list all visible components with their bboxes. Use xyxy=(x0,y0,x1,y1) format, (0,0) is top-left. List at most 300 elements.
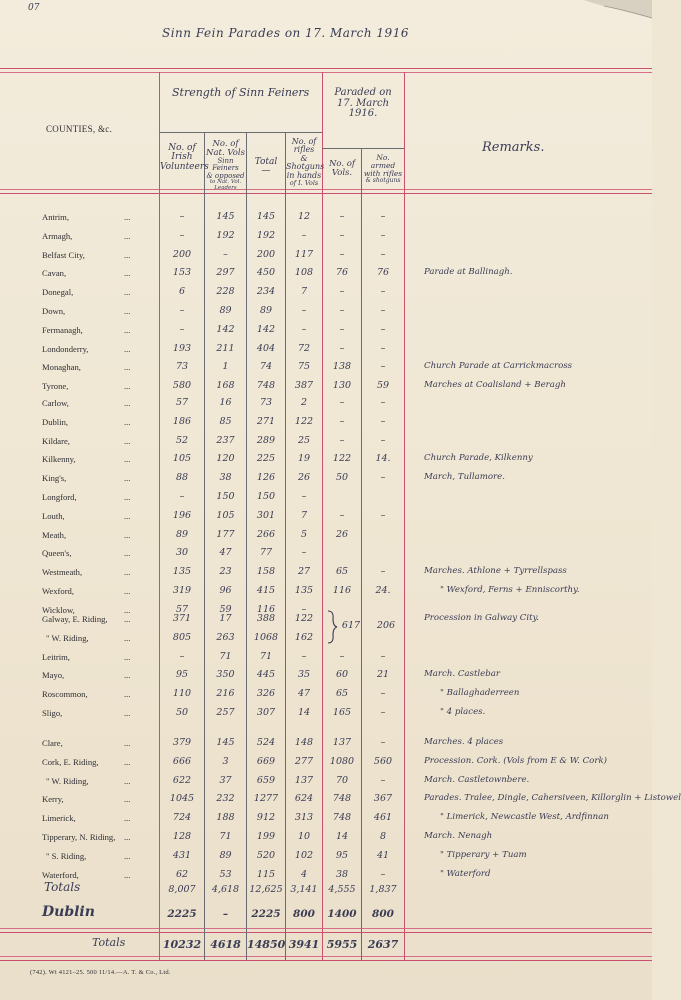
remarks-text: Procession. Cork. (Vols from E & W. Cork) xyxy=(424,755,608,766)
leader-dots: ... xyxy=(124,435,131,446)
cell-nv: 3 xyxy=(222,755,229,767)
cell-iv: 805 xyxy=(172,631,192,643)
hdr-text: in hands xyxy=(286,170,322,180)
cell-total: 271 xyxy=(256,415,276,427)
cell-nv: 257 xyxy=(216,707,235,718)
remarks-text: Church Parade, Kilkenny xyxy=(424,453,533,464)
cell-paraded: 122 xyxy=(332,453,352,465)
cell-paraded: 65 xyxy=(335,566,349,578)
county-name: Louth, xyxy=(42,510,65,521)
cell-rifles: 2 xyxy=(300,397,308,408)
remarks-text: March. Castletownbere. xyxy=(424,774,530,785)
cell-nv: 177 xyxy=(216,528,235,540)
county-name: Wexford, xyxy=(42,586,74,596)
grand-totals-iv: 10232 xyxy=(162,938,202,951)
cell-total: 115 xyxy=(256,868,276,880)
leader-dots: ... xyxy=(124,708,131,718)
cell-paraded: – xyxy=(339,248,345,260)
hdr-text: No. xyxy=(376,153,390,162)
cell-iv: 186 xyxy=(172,415,192,427)
cell-rifles: 117 xyxy=(294,248,314,260)
cell-armed: – xyxy=(380,688,386,700)
dublin-iv: 2225 xyxy=(167,908,197,920)
county-name: Carlow, xyxy=(42,398,69,408)
cell-paraded: 76 xyxy=(335,267,349,279)
leader-dots: ... xyxy=(124,473,131,484)
cell-paraded: 65 xyxy=(335,688,349,700)
cell-nv: 37 xyxy=(219,774,232,786)
cell-iv: 128 xyxy=(172,831,192,842)
cell-iv: 153 xyxy=(172,267,192,279)
cell-total: 307 xyxy=(256,707,276,718)
cell-nv: 228 xyxy=(216,286,235,298)
leader-dots: ... xyxy=(124,775,131,786)
cell-armed: – xyxy=(380,229,386,241)
cell-iv: – xyxy=(179,491,185,502)
cell-rifles: – xyxy=(301,603,307,615)
grand-totals-total: 14850 xyxy=(247,938,286,951)
grand-totals-armed: 2637 xyxy=(367,938,399,951)
top-rule xyxy=(0,68,652,69)
cell-total: 145 xyxy=(256,211,276,222)
cell-total: 1068 xyxy=(253,631,279,643)
county-name: Wicklow, xyxy=(42,604,75,615)
cell-total: 669 xyxy=(256,755,276,767)
cell-iv: 73 xyxy=(175,361,189,373)
leader-dots: ... xyxy=(124,670,131,681)
dublin-rifles: 800 xyxy=(293,908,315,920)
cell-paraded: 14 xyxy=(335,831,349,842)
leader-dots: ... xyxy=(124,813,131,824)
col-rule-remarks xyxy=(404,72,405,960)
cell-nv: 120 xyxy=(216,453,235,465)
cell-nv: 71 xyxy=(219,831,232,842)
remarks-text: March, Tullamore. xyxy=(424,472,505,483)
cell-armed: – xyxy=(380,707,386,718)
remarks-text: " Waterford xyxy=(440,868,491,879)
cell-iv: 622 xyxy=(172,774,192,786)
leader-dots: ... xyxy=(124,548,131,559)
totals-nv: 4,618 xyxy=(211,884,240,895)
hdr-text: No. of xyxy=(212,139,239,149)
cell-total: 116 xyxy=(256,603,276,615)
cell-iv: – xyxy=(179,650,185,662)
hdr-text: armed xyxy=(370,160,396,170)
cell-rifles: 35 xyxy=(297,669,311,681)
cell-rifles: 387 xyxy=(294,380,314,392)
cell-armed: 76 xyxy=(376,267,390,279)
cell-rifles: 162 xyxy=(294,631,314,643)
cell-armed: – xyxy=(380,397,386,408)
cell-total: 445 xyxy=(256,669,276,681)
cell-rifles: 25 xyxy=(297,434,311,446)
cell-total: 126 xyxy=(256,472,276,484)
cell-nv: 38 xyxy=(219,472,232,484)
remarks-text: March. Castlebar xyxy=(424,669,500,680)
cell-armed: – xyxy=(380,509,386,521)
galway-paraded: 617 xyxy=(341,620,361,631)
cell-iv: 196 xyxy=(172,509,192,521)
cell-iv: 724 xyxy=(172,812,192,824)
cell-rifles: 72 xyxy=(297,342,311,354)
dublin-nv: – xyxy=(222,908,229,920)
cell-armed: – xyxy=(380,650,386,662)
county-name: Fermanagh, xyxy=(42,324,83,335)
leader-dots: ... xyxy=(124,738,131,748)
counties-header: COUNTIES, &c. xyxy=(46,124,113,134)
cell-iv: 89 xyxy=(175,528,189,540)
remarks-text: Parades. Tralee, Dingle, Cahersiveen, Killorglin + Listowel xyxy=(424,793,681,804)
cell-paraded: – xyxy=(339,415,345,427)
cell-rifles: 75 xyxy=(297,361,311,373)
cell-iv: 57 xyxy=(175,397,189,408)
hdr-text: & shotguns xyxy=(365,176,401,184)
leader-dots: ... xyxy=(124,850,131,861)
cell-rifles: – xyxy=(301,229,307,241)
cell-total: 150 xyxy=(256,491,276,502)
cell-rifles: – xyxy=(301,547,307,559)
hdr-text: Volunteers xyxy=(160,161,209,172)
hdr-text: Nat. Vols xyxy=(206,147,245,158)
remarks-text: Marches. 4 places xyxy=(424,737,504,747)
cell-nv: 1 xyxy=(222,361,229,373)
dublin-paraded: 1400 xyxy=(327,908,357,920)
cell-iv: – xyxy=(179,305,185,316)
cell-nv: 168 xyxy=(216,380,235,392)
cell-paraded: – xyxy=(339,397,345,408)
cell-rifles: 277 xyxy=(294,755,314,767)
strength-underline xyxy=(159,132,322,133)
cell-iv: 62 xyxy=(175,868,189,880)
cell-iv: 30 xyxy=(175,547,189,559)
leader-dots: ... xyxy=(124,756,131,767)
cell-iv: 6 xyxy=(178,286,186,298)
bottom-rule xyxy=(0,956,652,957)
cell-rifles: 122 xyxy=(294,415,314,427)
county-name: Cavan, xyxy=(42,268,67,279)
cell-total: 200 xyxy=(256,248,276,260)
leader-dots: ... xyxy=(124,794,131,805)
cell-nv: 96 xyxy=(219,585,232,596)
cell-nv: 71 xyxy=(219,650,232,662)
county-name: Dublin, xyxy=(42,416,69,427)
cell-rifles: 47 xyxy=(297,688,311,700)
cell-iv: 193 xyxy=(172,342,192,354)
cell-iv: 666 xyxy=(172,755,192,767)
paraded-header-line-3: 1916. xyxy=(348,108,378,119)
cell-rifles: 148 xyxy=(294,737,314,748)
cell-rifles: 102 xyxy=(294,849,314,861)
leader-dots: ... xyxy=(124,567,131,578)
no-of-vols-header xyxy=(323,160,361,178)
cell-total: 77 xyxy=(259,547,273,559)
cell-nv: 85 xyxy=(219,415,232,427)
cell-armed: 24. xyxy=(375,585,391,596)
cell-armed: – xyxy=(380,737,386,748)
cell-total: 289 xyxy=(256,434,276,446)
cell-iv: 371 xyxy=(172,613,192,624)
county-name: Sligo, xyxy=(42,708,63,718)
cell-armed: – xyxy=(380,211,386,222)
remarks-text: Parade at Ballinagh. xyxy=(424,267,513,278)
cell-total: 450 xyxy=(256,267,276,279)
leader-dots: ... xyxy=(124,869,131,880)
cell-nv: 145 xyxy=(216,737,235,748)
cell-armed: 59 xyxy=(376,380,390,392)
cell-total: 266 xyxy=(256,528,276,540)
grand-totals-rifles: 3941 xyxy=(288,938,320,951)
cell-armed: – xyxy=(380,342,386,354)
cell-nv: 105 xyxy=(216,509,235,521)
cell-paraded: – xyxy=(339,323,345,335)
leader-dots: ... xyxy=(124,287,131,298)
leader-dots: ... xyxy=(124,529,131,540)
county-name: Kerry, xyxy=(42,794,64,805)
cell-paraded: – xyxy=(339,650,345,662)
cell-paraded: 70 xyxy=(335,774,349,786)
county-name: Mayo, xyxy=(42,670,65,681)
cell-rifles: 122 xyxy=(294,613,314,624)
cell-rifles: – xyxy=(301,491,307,502)
county-name: Cork, E. Riding, xyxy=(42,756,99,767)
cell-nv: – xyxy=(223,248,228,260)
hdr-text: Sinn Feiners xyxy=(212,156,239,173)
cell-rifles: 27 xyxy=(297,566,311,578)
leader-dots: ... xyxy=(124,268,131,279)
bottom-rule-2 xyxy=(0,960,652,961)
cell-armed: 14. xyxy=(375,453,391,465)
cell-iv: 105 xyxy=(172,453,192,465)
no-armed-header xyxy=(362,154,404,184)
cell-paraded: 130 xyxy=(332,380,352,392)
hdr-text: with rifles xyxy=(363,168,403,178)
cell-armed: – xyxy=(380,286,386,298)
cell-total: 301 xyxy=(256,509,276,521)
county-name: Limerick, xyxy=(42,813,76,824)
cell-paraded: – xyxy=(339,434,345,446)
cell-armed: 367 xyxy=(373,793,393,805)
county-name: Londonderry, xyxy=(42,343,89,354)
leader-dots: ... xyxy=(124,832,131,842)
remarks-text: " Tipperary + Tuam xyxy=(440,849,527,860)
cell-paraded: 138 xyxy=(332,361,352,373)
leader-dots: ... xyxy=(124,362,131,373)
leader-dots: ... xyxy=(124,416,131,427)
hdr-text: rifles xyxy=(293,145,315,155)
county-name: Longford, xyxy=(42,492,77,502)
county-name: Kilkenny, xyxy=(42,454,76,465)
totals-armed: 1,837 xyxy=(369,884,397,895)
leader-dots: ... xyxy=(124,689,131,700)
cell-nv: 47 xyxy=(219,547,232,559)
dublin-armed: 800 xyxy=(372,908,394,920)
hdr-text: Irish xyxy=(171,152,193,163)
cell-total: 388 xyxy=(256,613,276,624)
county-name: Armagh, xyxy=(42,230,73,241)
county-name: Belfast City, xyxy=(42,249,85,260)
hdr-text: & xyxy=(300,153,308,163)
county-name: " W. Riding, xyxy=(46,632,89,643)
dublin-total: 2225 xyxy=(251,908,281,920)
county-name: Donegal, xyxy=(42,287,74,298)
cell-nv: 145 xyxy=(216,211,235,222)
cell-iv: 319 xyxy=(172,585,192,596)
totals-paraded: 4,555 xyxy=(328,884,356,895)
leader-dots: ... xyxy=(124,212,131,222)
paraded-header xyxy=(322,88,404,120)
cell-nv: 216 xyxy=(216,688,235,700)
cell-iv: – xyxy=(179,323,185,335)
grand-totals-paraded: 5955 xyxy=(326,938,358,951)
page-mark: 07 xyxy=(28,3,40,13)
cell-paraded: – xyxy=(339,211,345,222)
totals-rule-2 xyxy=(0,932,652,933)
cell-armed: – xyxy=(380,472,386,484)
cell-total: 404 xyxy=(256,342,276,354)
cell-rifles: 7 xyxy=(300,286,308,298)
leader-dots: ... xyxy=(124,614,131,624)
cell-nv: 53 xyxy=(219,868,232,880)
cell-total: 415 xyxy=(256,585,276,596)
paraded-header-line-1: Paraded on xyxy=(334,87,392,98)
cell-rifles: 108 xyxy=(294,267,314,279)
cell-total: 71 xyxy=(259,650,273,662)
leader-dots: ... xyxy=(124,586,131,596)
cell-total: 1277 xyxy=(253,793,279,805)
cell-nv: 23 xyxy=(219,566,232,578)
leader-dots: ... xyxy=(124,454,131,465)
remarks-text: Church Parade at Carrickmacross xyxy=(424,361,573,372)
cell-armed: 41 xyxy=(376,849,390,861)
cell-rifles: 7 xyxy=(300,509,308,521)
cell-nv: 237 xyxy=(216,434,235,446)
cell-paraded: – xyxy=(339,342,345,354)
cell-iv: 200 xyxy=(172,248,192,260)
cell-paraded: 26 xyxy=(335,528,349,540)
remarks-text: " Ballaghaderreen xyxy=(440,688,520,699)
cell-paraded: 137 xyxy=(332,737,352,748)
cell-armed: – xyxy=(380,566,386,578)
cell-total: 199 xyxy=(256,831,276,842)
printer-imprint: (742). Wt 4121–25. 500 11/14.—A. T. & Co., Ltd. xyxy=(30,969,171,976)
remarks-header: Remarks. xyxy=(482,140,545,155)
cell-paraded: 50 xyxy=(335,472,349,484)
cell-nv: 89 xyxy=(219,849,232,861)
galway-armed: 206 xyxy=(376,620,396,631)
cell-rifles: 5 xyxy=(300,528,308,540)
leader-dots: ... xyxy=(124,306,131,316)
cell-total: 912 xyxy=(256,812,276,824)
cell-armed: – xyxy=(380,774,386,786)
cell-rifles: 19 xyxy=(297,453,311,465)
hdr-text: Shotguns xyxy=(286,162,325,172)
leader-dots: ... xyxy=(124,343,131,354)
hdr-text: — xyxy=(261,166,271,177)
cell-armed: – xyxy=(380,361,386,373)
cell-paraded: 38 xyxy=(335,868,349,880)
cell-iv: 52 xyxy=(175,434,189,446)
leader-dots: ... xyxy=(124,381,131,392)
cell-iv: 50 xyxy=(175,707,189,718)
cell-rifles: 313 xyxy=(294,812,314,824)
cell-total: 158 xyxy=(256,566,276,578)
cell-rifles: 137 xyxy=(294,774,314,786)
rifles-header xyxy=(286,137,325,187)
cell-total: 73 xyxy=(259,397,273,408)
county-name: Waterford, xyxy=(42,869,79,880)
paraded-header-line-2: 17. March xyxy=(336,97,390,109)
remarks-text: " 4 places. xyxy=(440,707,486,717)
cell-total: 520 xyxy=(256,849,276,861)
cell-nv: 297 xyxy=(216,267,235,279)
cell-armed: – xyxy=(380,323,386,335)
dublin-label: Dublin xyxy=(42,904,95,920)
grand-totals-nv: 4618 xyxy=(210,938,241,951)
cell-armed: – xyxy=(380,868,386,880)
cell-armed: 8 xyxy=(379,831,387,842)
county-name: King's, xyxy=(42,473,67,484)
hdr-text: of I. Vols xyxy=(289,178,319,187)
cell-paraded: 748 xyxy=(332,812,352,824)
totals-iv: 8,007 xyxy=(168,884,196,895)
cell-rifles: – xyxy=(301,650,307,662)
cell-total: 524 xyxy=(256,737,276,748)
cell-rifles: 4 xyxy=(300,868,308,880)
county-name: Roscommon, xyxy=(42,689,88,700)
header-rule xyxy=(0,189,652,190)
leader-dots: ... xyxy=(124,604,131,615)
hdr-text: & opposed xyxy=(206,171,245,180)
cell-paraded: 165 xyxy=(332,707,352,718)
cell-armed: 21 xyxy=(376,669,390,681)
leader-dots: ... xyxy=(124,510,131,521)
county-name: Monaghan, xyxy=(42,362,81,373)
county-name: Tyrone, xyxy=(42,381,69,392)
top-rule-2 xyxy=(0,72,652,73)
grand-totals-label: Totals xyxy=(92,936,126,949)
cell-iv: 135 xyxy=(172,566,192,578)
cell-rifles: – xyxy=(301,305,307,316)
page-curl xyxy=(584,0,652,18)
cell-armed: 461 xyxy=(373,812,393,824)
cell-nv: 89 xyxy=(219,305,232,316)
cell-nv: 211 xyxy=(216,342,235,354)
cell-paraded: 95 xyxy=(335,849,349,861)
cell-rifles: 14 xyxy=(297,707,311,718)
remarks-text: Procession in Galway City. xyxy=(424,613,540,623)
cell-paraded: 1080 xyxy=(329,755,355,767)
cell-total: 74 xyxy=(259,361,273,373)
county-name: Antrim, xyxy=(42,212,69,222)
totals-label: Totals xyxy=(44,880,81,894)
county-name: " W. Riding, xyxy=(46,775,89,786)
leader-dots: ... xyxy=(124,230,131,241)
cell-total: 234 xyxy=(256,286,276,298)
cell-nv: 142 xyxy=(216,323,235,335)
hdr-text: No. of xyxy=(168,143,196,153)
cell-rifles: 135 xyxy=(294,585,314,596)
header-rule-2 xyxy=(0,193,652,194)
cell-iv: 57 xyxy=(175,603,189,615)
cell-nv: 263 xyxy=(216,631,235,643)
strength-header: Strength of Sinn Feiners xyxy=(172,86,310,99)
cell-total: 748 xyxy=(256,380,276,392)
cell-nv: 232 xyxy=(216,793,235,805)
cell-armed: – xyxy=(380,415,386,427)
cell-paraded: 116 xyxy=(332,585,352,596)
cell-iv: 95 xyxy=(175,669,189,681)
cell-iv: 431 xyxy=(172,849,192,861)
